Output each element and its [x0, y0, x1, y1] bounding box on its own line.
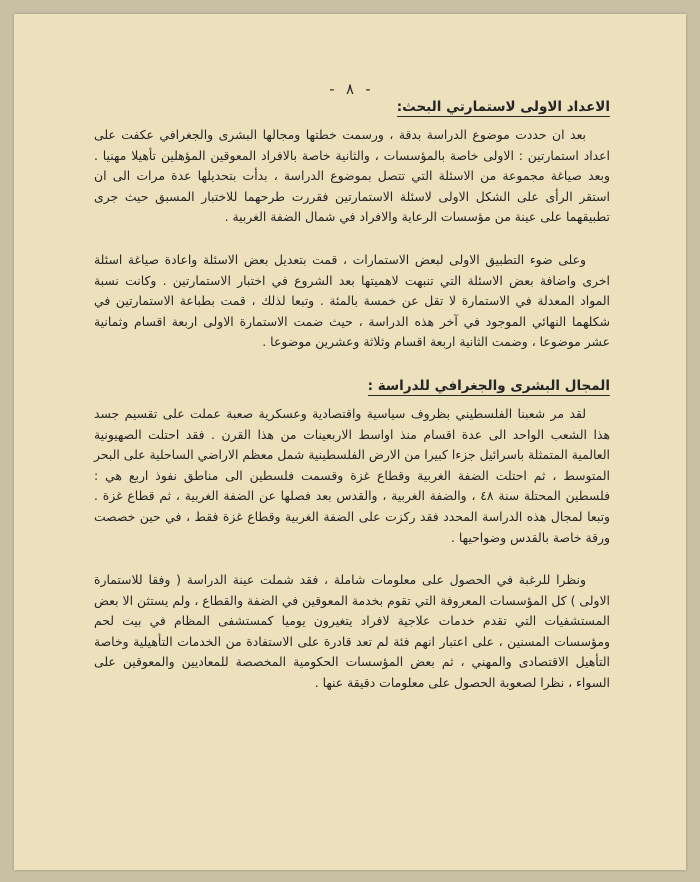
- section-heading-initial-preparation: الاعداد الاولى لاستمارتي البحث:: [396, 99, 610, 115]
- section-heading-row: [94, 375, 610, 396]
- paragraph-preparation-1: بعد ان حددت موضوع الدراسة بدقة ، ورسمت خطتها ومجالها البشرى والجغرافي عكفت على اعداد استمارتين : الاولى خاصة بالمؤسسات ، والثانية خاصة بالافراد المعوقين المؤهلين تأهيلا مهنيا . وبعد صياغة مجموعة من الاسئلة التي تتصل بموضوع الدراسة ، بدأت بتحديلها عدة مرات الى ان استقر الرأى على الشكل الاولى لاسئلة الاستمارتين فقررت طرحهما للاختبار المسبق حيث جرى تطبيقهما على عينة من مؤسسات الرعاية والافراد في شمال الضفة الغربية .: [94, 127, 610, 225]
- section-heading-human-geographic-scope: المجال البشرى والجغرافي للدراسة :: [367, 377, 610, 394]
- paragraph-preparation-2: وعلى ضوء التطبيق الاولى لبعض الاستمارات ، قمت بتعديل بعض الاسئلة واعادة صياغة اسئلة اخرى واضافة بعض الاسئلة التي تنبهت لاهميتها بعد الشروع في اختبار الاستمارتين . وكانت نسبة المواد المعدلة في الاستمارة لا تقل عن خمسة بالمئة . وتبعا لذلك ، قمت بطباعة الاستمارتين في شكلهما النهائي الموجود في آخر هذه الدراسة ، حيث ضمت الاستمارة الاولى اربعة اقسام وثمانية عشر موضوعا ، وضمت الثانية اربعة اقسام وثلاثة وعشرين موضوعا .: [94, 251, 610, 350]
- section-heading-row: [94, 96, 610, 117]
- document-page: [14, 14, 686, 870]
- document-body: [94, 96, 610, 694]
- paragraph-scope-2: ونظرا للرغبة في الحصول على معلومات شاملة ، فقد شملت عينة الدراسة ( وفقا للاستمارة الاولى ) كل المؤسسات المعروفة التي تقوم بخدمة المعوقين في الضفة والقطاع ، ولم يستثن الا بعض المستشفيات التي تقدم خدمات علاجية لافراد يتغيرون يوميا كمستشفى المظام في بيت لحم ومؤسسات المسنين ، على اعتبار انهم فئة لم تعد قادرة على الاستفادة من الخدمات التأهيلية وخاصة التأهيل الاقتصادى والمهني ، ثم بعض المؤسسات الحكومية المخصصة للمعاديين والمعوقين على السواء ، نظرا لصعوبة الحصول على معلومات دقيقة عنها .: [94, 572, 610, 691]
- paragraph-scope-1: لقد مر شعبنا الفلسطيني بظروف سياسية واقتصادية وعسكرية صعبة عملت على تقسيم جسد هذا الشعب الواحد الى عدة اقسام منذ اواسط الاربعينات من هذا القرن . فقد احتلت الصهيونية العالمية المتمثلة باسرائيل جزءا كبيرا من الارض الفلسطينية شمل معظم الاراضي الساحلية على البحر المتوسط ، ثم احتلت الضفة الغربية وقطاع غزة وقسمت فلسطين الى مناطق نفوذ اربع هي : فلسطين المحتلة سنة ٤٨ ، والضفة الغربية ، والقدس بعد فصلها عن الضفة الغربية ، ثم قطاع غزة . وتبعا لمجال هذه الدراسة المحدد فقد ركزت على الضفة الغربية وقطاع غزة فقط ، في حين خصصت ورقة خاصة بالقدس وضواحيها .: [94, 405, 611, 545]
- page-number: - ٨ -: [327, 80, 373, 98]
